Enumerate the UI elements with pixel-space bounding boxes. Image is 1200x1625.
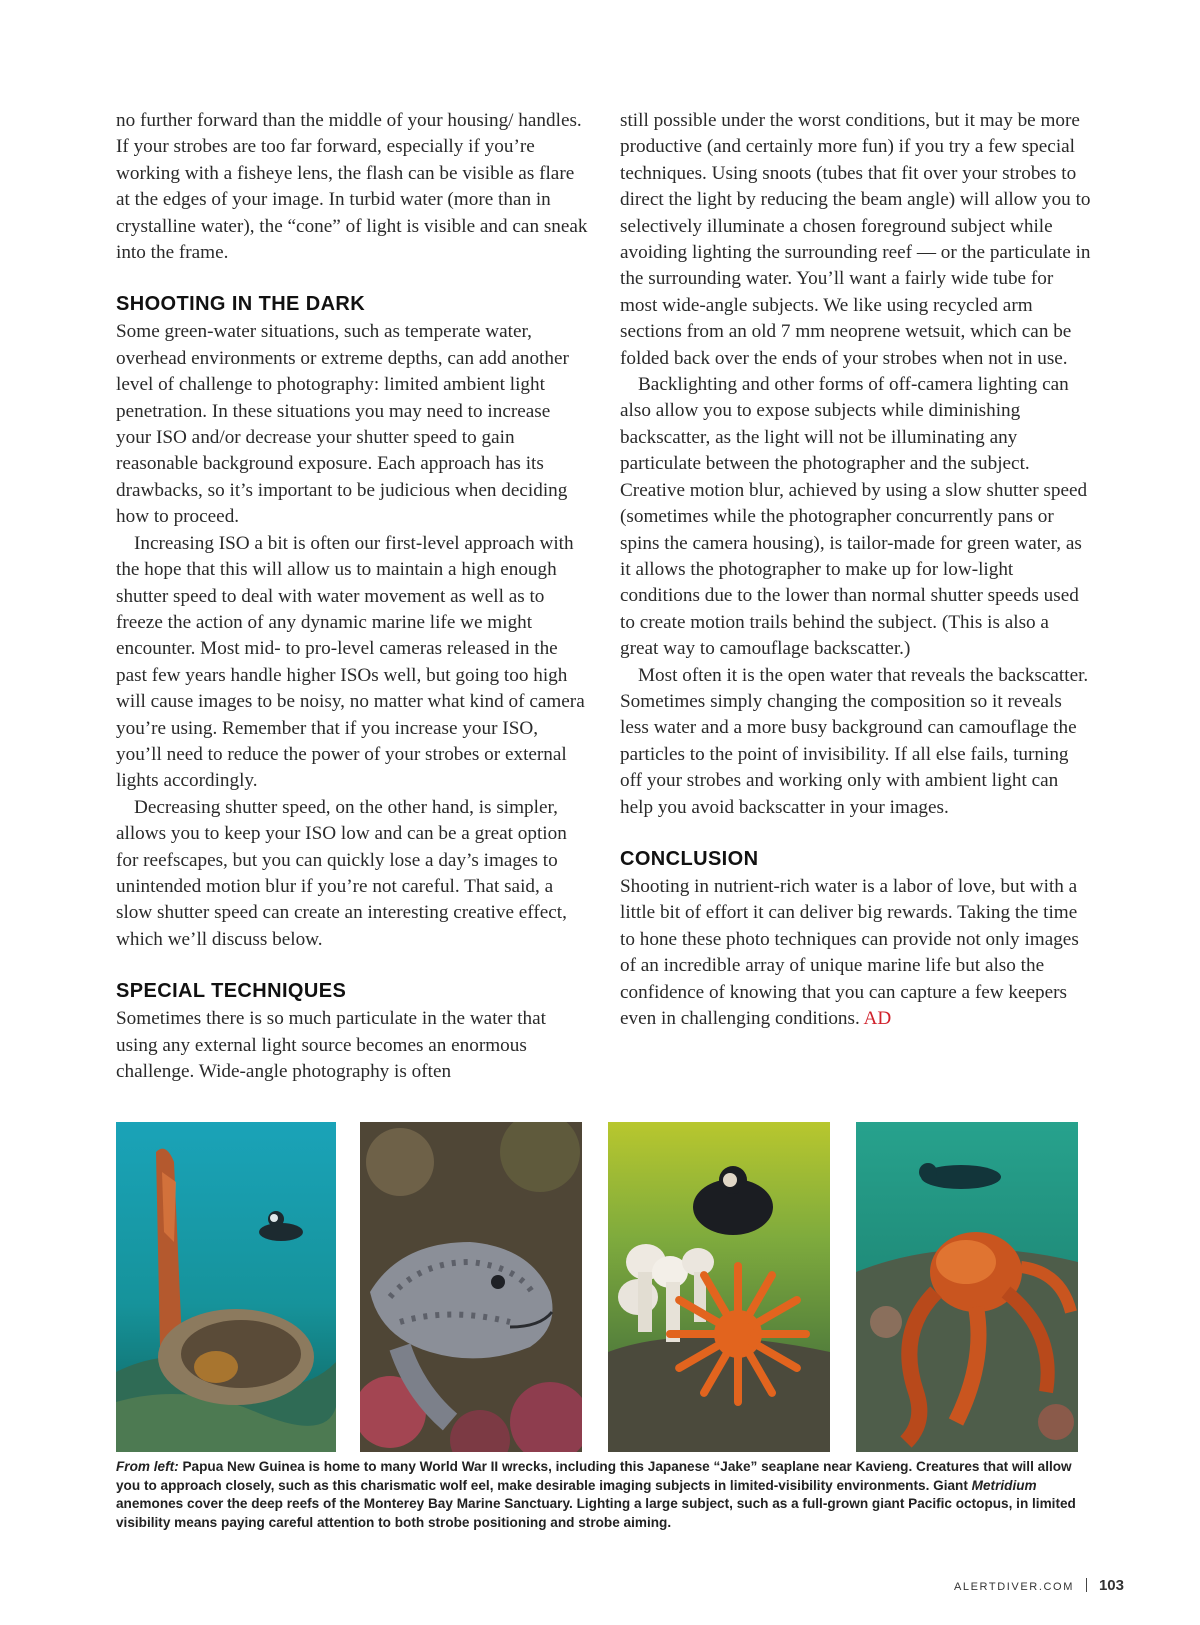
paragraph-final (620, 874, 1092, 1032)
photo-metridium-anemones (608, 1122, 830, 1452)
caption-lead: From left: (116, 1459, 179, 1474)
caption-text: Papua New Guinea is home to many World War II wrecks, including this Japanese “Jake” seaplane near Kavieng. Creatures that will allow you to approach closely, such as this charismatic wolf eel, make desirable imaging subjects in limited-visibility environments. Giant (116, 1459, 1072, 1493)
photo-wolf-eel (360, 1122, 582, 1452)
caption-genus: Metridium (971, 1477, 1037, 1493)
footer-website: ALERTDIVER.COM (953, 1581, 1074, 1593)
paragraph: Increasing ISO a bit is often our first-level approach with the hope that this will allow us to maintain a high enough shutter speed to deal with water movement as well as to freeze the action of any dynamic marine life we might encounter. Most mid- to pro-level cameras released in the past few years handle higher ISOs well, but going too high will cause images to be noisy, no matter what kind of camera you’re using. Remember that if you increase your ISO, you’ll need to reduce the power of your strobes or external lights accordingly. (116, 532, 585, 792)
paragraph: Decreasing shutter speed, on the other hand, is simpler, allows you to keep your ISO low and can be a great option for reefscapes, but you can quickly lose a day’s images to unintended motion blur if you’re not careful. That said, a slow shutter speed can create an interesting creative effect, which we’ll discuss below. (116, 796, 567, 950)
section-heading-shooting-dark: SHOOTING IN THE DARK (116, 293, 366, 316)
paragraph: Some green-water situations, such as temperate water, overhead environments or extreme depths, can add another level of challenge to photography: limited ambient light penetration. In these situations you may need to increase your ISO and/or decrease your shutter speed to gain reasonable background exposure. Each approach has its drawbacks, so it’s important to be judicious when deciding how to proceed. (116, 321, 569, 528)
page-footer (954, 1577, 1124, 1595)
page-number: 103 (1098, 1577, 1124, 1594)
paragraph: no further forward than the middle of your housing/ handles. If your strobes are too far forward, especially if you’re working with a fisheye lens, the flash can be visible as flare at the edges of your image. In turbid water (more than in crystalline water), the “cone” of light is visible and can sneak into the frame. (116, 110, 588, 264)
footer-divider (1086, 1578, 1087, 1592)
paragraph: Backlighting and other forms of off-camera lighting can also allow you to expose subjects while diminishing backscatter, as the light will not be illuminating any particulate between the photographer and the subject. Creative motion blur, achieved by using a slow shutter speed (sometimes while the photographer concurrently pans or spins the camera housing), is tailor-made for green water, as it allows the photographer to make up for low-light conditions due to the lower than normal shutter speeds used to create motion trails behind the subject. (This is also a great way to camouflage backscatter.) (620, 374, 1088, 660)
paragraph: still possible under the worst conditions, but it may be more productive (and certainly more fun) if you try a few special techniques. Using snoots (tubes that fit over your strobes to direct the light by reducing the beam angle) will allow you to selectively illuminate a chosen foreground subject while avoiding lighting the surrounding reef — or the particulate in the surrounding water. You’ll want a fairly wide tube for most wide-angle subjects. We like using recycled arm sections from an old 7 mm neoprene wetsuit, which can be folded back over the ends of your strobes when not in use. (620, 110, 1091, 369)
photo-caption (116, 1458, 1088, 1532)
article-column-right (620, 108, 1092, 1032)
caption-text: anemones cover the deep reefs of the Monterey Bay Marine Sanctuary. Lighting a large subject, such as a full-grown giant Pacific octopus, in limited visibility means paying careful attention to both strobe positioning and strobe aiming. (116, 1496, 1076, 1530)
paragraph-text: Shooting in nutrient-rich water is a labor of love, but with a little bit of effort it can deliver big rewards. Taking the time to hone these photo techniques can provide not only images of an incredible array of unique marine life but also the confidence of knowing that you can capture a few keepers even in challenging conditions. (620, 875, 1079, 1029)
article-column-left (116, 108, 588, 1085)
photo-giant-pacific-octopus (856, 1122, 1078, 1452)
paragraph: Most often it is the open water that reveals the backscatter. Sometimes simply changing the composition so it reveals less water and a more busy background can camouflage the particles to the point of invisibility. If all else fails, turning off your strobes and working only with ambient light can help you avoid backscatter in your images. (620, 664, 1089, 818)
section-heading-special-techniques: SPECIAL TECHNIQUES (116, 980, 347, 1003)
paragraph: Sometimes there is so much particulate in the water that using any external light source becomes an enormous challenge. Wide-angle photography is often (116, 1008, 546, 1082)
photo-seaplane-wreck (116, 1122, 336, 1452)
end-mark: AD (863, 1008, 892, 1029)
section-heading-conclusion: CONCLUSION (620, 847, 759, 870)
